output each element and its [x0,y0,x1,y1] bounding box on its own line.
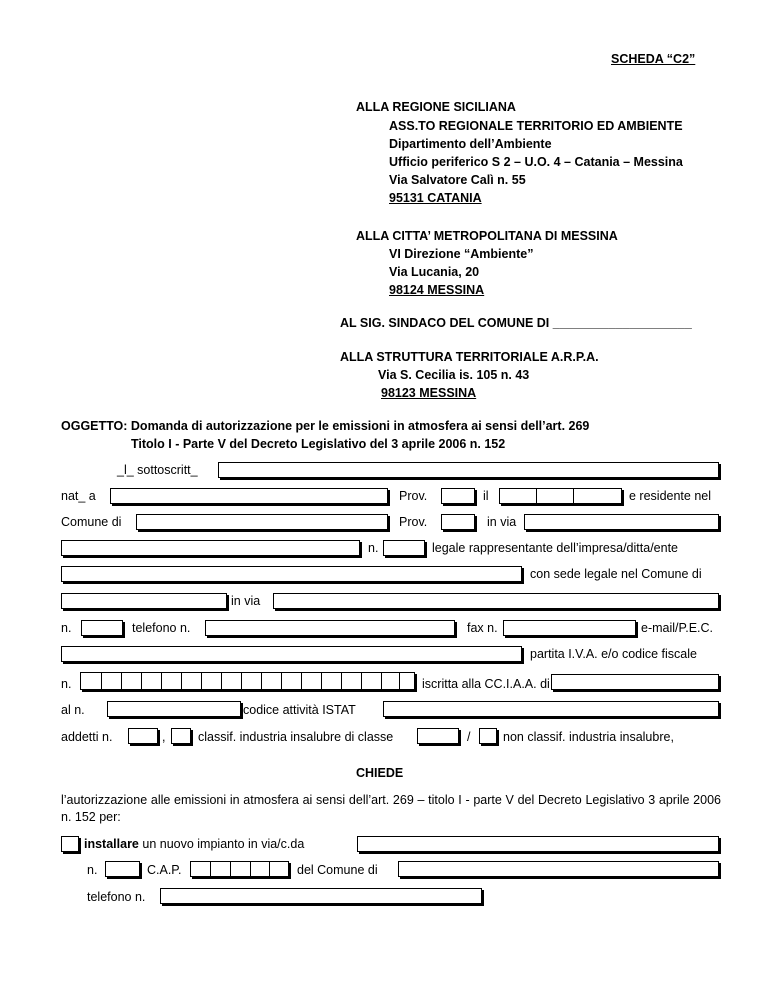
via-sede-field[interactable] [273,593,719,609]
istat-label: codice attività ISTAT [243,703,356,717]
digit-separator [181,673,182,689]
recipient-arpa-line3: 98123 MESSINA [381,386,477,400]
classe-field[interactable] [417,728,459,744]
prov-residenza-field[interactable] [441,514,475,530]
installare-checkbox[interactable] [61,836,79,852]
cciaa-field[interactable] [551,674,719,690]
telefono-field[interactable] [205,620,455,636]
chiede-title: CHIEDE [356,766,404,780]
digit-separator [141,673,142,689]
recipient-arpa-line2: Via S. Cecilia is. 105 n. 43 [378,368,530,382]
recipient-citta-line2: VI Direzione “Ambiente” [389,247,534,261]
comune-label: Comune di [61,515,122,529]
digit-separator [161,673,162,689]
residente-label: e residente nel [629,489,712,503]
recipient-regione-line3: Dipartimento dell’Ambiente [389,137,552,151]
recipient-regione-line5: Via Salvatore Calì n. 55 [389,173,526,187]
recipient-regione-line2: ASS.TO REGIONALE TERRITORIO ED AMBIENTE [389,119,683,133]
scheda-label: SCHEDA “C2” [611,52,696,66]
digit-separator [269,862,270,876]
digit-separator [101,673,102,689]
piva-name-field[interactable] [61,646,522,662]
digit-separator [241,673,242,689]
oggetto-line1: OGGETTO: Domanda di autorizzazione per le emissioni in atmosfera ai sensi dell’art. 269 [61,419,590,433]
email-label: e-mail/P.E.C. [641,621,714,635]
impresa-field[interactable] [61,566,522,582]
sottoscritto-field[interactable] [218,462,719,478]
fax-label: fax n. [467,621,498,635]
digit-separator [321,673,322,689]
recipient-regione-line1: ALLA REGIONE SICILIANA [356,100,516,114]
digit-separator [221,673,222,689]
data-nascita-field[interactable] [499,488,622,504]
comune-residenza-field[interactable] [136,514,388,530]
non-classif-checkbox[interactable] [479,728,497,744]
numero-label: n. [368,541,379,555]
digit-separator [301,673,302,689]
digit-separator [201,673,202,689]
telefono-impianto-field[interactable] [160,888,482,904]
recipient-citta-line3: Via Lucania, 20 [389,265,480,279]
in-via-label: in via [231,594,261,608]
chiede-text: l’autorizzazione alle emissioni in atmosfera ai sensi dell’art. 269 – titolo I - parte V del Decreto Legislativo 3 aprile 2006 n. 152 per: [61,793,721,824]
recipient-arpa-line1: ALLA STRUTTURA TERRITORIALE A.R.P.A. [340,350,599,364]
comune-impianto-label: del Comune di [297,863,378,877]
prov-label: Prov. [399,489,428,503]
il-label: il [483,489,489,503]
addetti-field-2[interactable] [171,728,191,744]
via-residenza-field[interactable] [524,514,719,530]
via-residenza-cont-field[interactable] [61,540,360,556]
installare-text: un nuovo impianto in via/c.da [138,837,305,851]
telefono-impianto-label: telefono n. [87,890,146,904]
recipient-regione-line6: 95131 CATANIA [389,191,482,205]
digit-separator [250,862,251,876]
non-classif-label: non classif. industria insalubre, [503,730,674,744]
recipient-citta-line1: ALLA CITTA’ METROPOLITANA DI MESSINA [356,229,618,243]
numero-impianto-field[interactable] [105,861,140,877]
piva-code-field[interactable] [80,672,415,690]
date-separator [536,489,537,503]
telefono-label: telefono n. [132,621,191,635]
via-impianto-field[interactable] [357,836,719,852]
in-via-label: in via [487,515,517,529]
digit-separator [399,673,400,689]
comma: , [162,730,166,744]
numero-label: n. [61,677,72,691]
istat-field[interactable] [383,701,719,717]
recipient-regione-line4: Ufficio periferico S 2 – U.O. 4 – Catania – Messina [389,155,683,169]
cciaa-label: iscritta alla CC.I.A.A. di [422,677,550,691]
numero-label: n. [87,863,98,877]
digit-separator [230,862,231,876]
cap-label: C.A.P. [147,863,182,877]
numero-civico-field[interactable] [383,540,425,556]
comune-sede-field[interactable] [61,593,227,609]
slash: / [467,730,471,744]
nato-a-label: nat_ a [61,489,96,503]
piva-label: partita I.V.A. e/o codice fiscale [530,647,697,661]
digit-separator [281,673,282,689]
numero-sede-field[interactable] [81,620,123,636]
date-separator [573,489,574,503]
addetti-label: addetti n. [61,730,113,744]
digit-separator [361,673,362,689]
numero-iscrizione-field[interactable] [107,701,241,717]
al-n-label: al n. [61,703,85,717]
recipient-sindaco: AL SIG. SINDACO DEL COMUNE DI ____________________ [340,316,692,330]
cap-field[interactable] [190,861,289,877]
oggetto-line2: Titolo I - Parte V del Decreto Legislativo del 3 aprile 2006 n. 152 [131,437,506,451]
prov-label: Prov. [399,515,428,529]
legale-rappresentante-label: legale rappresentante dell’impresa/ditta/ente [432,541,678,555]
digit-separator [210,862,211,876]
digit-separator [341,673,342,689]
digit-separator [261,673,262,689]
prov-nascita-field[interactable] [441,488,475,504]
recipient-citta-line4: 98124 MESSINA [389,283,485,297]
numero-label: n. [61,621,72,635]
digit-separator [381,673,382,689]
installare-label [84,837,304,851]
classif-insalubre-label: classif. industria insalubre di classe [198,730,394,744]
sottoscritto-label: _l_ sottoscritt_ [117,463,198,477]
nato-a-field[interactable] [110,488,388,504]
addetti-field-1[interactable] [128,728,158,744]
sede-legale-label: con sede legale nel Comune di [530,567,702,581]
comune-impianto-field[interactable] [398,861,719,877]
digit-separator [121,673,122,689]
installare-bold: installare [84,837,139,851]
fax-field[interactable] [503,620,636,636]
